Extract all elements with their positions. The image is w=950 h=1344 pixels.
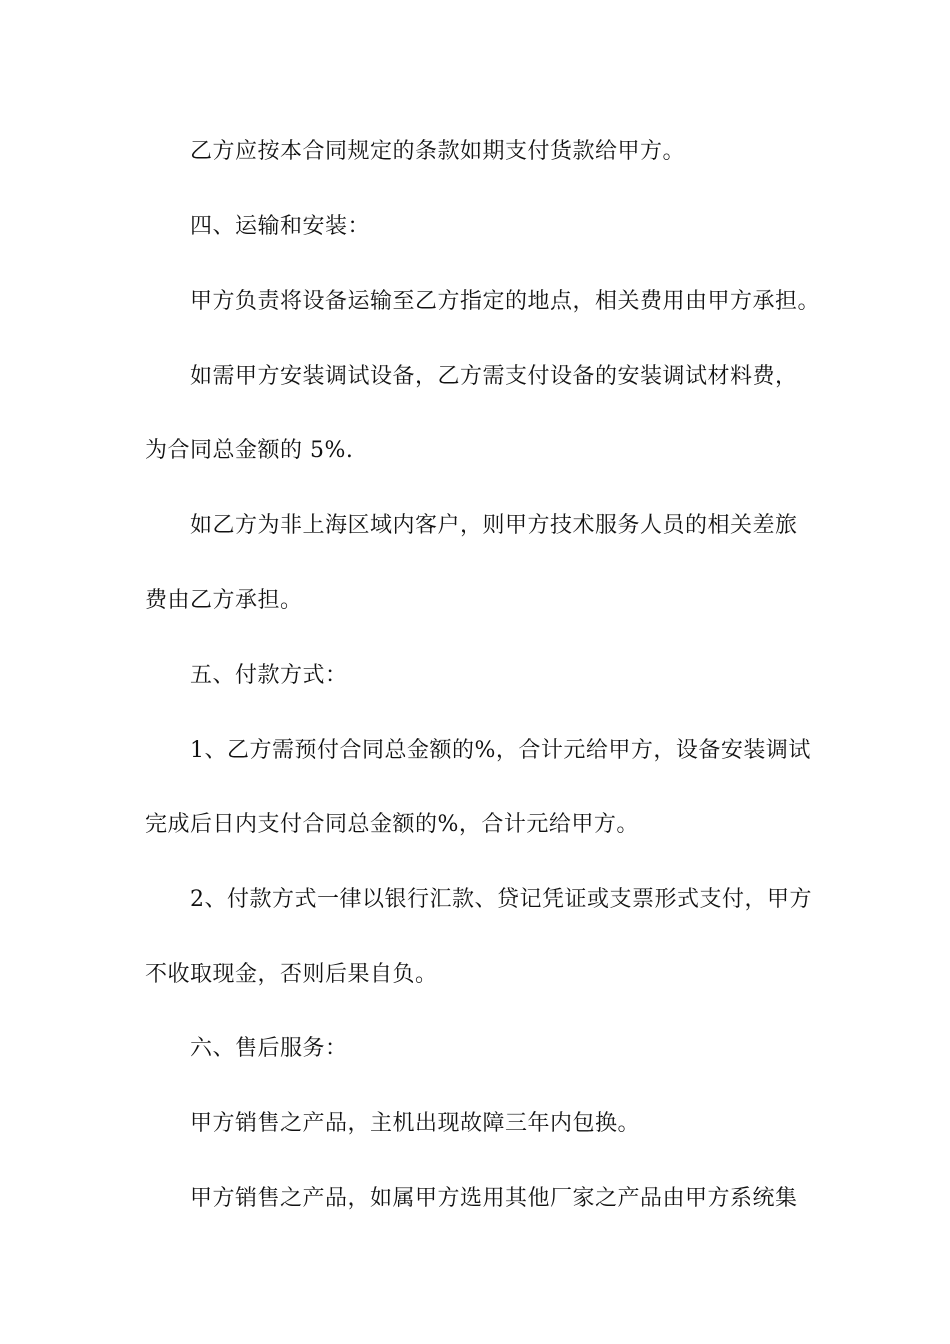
paragraph-transport-cost: 甲方负责将设备运输至乙方指定的地点，相关费用由甲方承担。	[190, 289, 821, 314]
section-heading-payment-method: 五、付款方式：	[190, 663, 348, 688]
section-heading-after-sales: 六、售后服务：	[190, 1036, 348, 1061]
paragraph-installation-fee-line2: 为合同总金额的 5%.	[145, 438, 354, 463]
paragraph-installation-fee-line1: 如需甲方安装调试设备，乙方需支付设备的安装调试材料费，	[190, 364, 798, 389]
payment-clause-1-line1: 1、乙方需预付合同总金额的%，合计元给甲方，设备安装调试	[190, 738, 811, 763]
paragraph-third-party-products: 甲方销售之产品，如属甲方选用其他厂家之产品由甲方系统集	[190, 1186, 798, 1211]
paragraph-travel-expense-line2: 费由乙方承担。	[145, 588, 303, 613]
payment-clause-2-line2: 不收取现金，否则后果自负。	[145, 962, 438, 987]
paragraph-payment-obligation: 乙方应按本合同规定的条款如期支付货款给甲方。	[190, 139, 686, 164]
paragraph-warranty: 甲方销售之产品，主机出现故障三年内包换。	[190, 1111, 641, 1136]
payment-clause-1-line2: 完成后日内支付合同总金额的%，合计元给甲方。	[145, 812, 639, 837]
payment-clause-2-line1: 2、付款方式一律以银行汇款、贷记凭证或支票形式支付，甲方	[190, 887, 812, 912]
section-heading-transport-installation: 四、运输和安装：	[190, 214, 371, 239]
paragraph-travel-expense-line1: 如乙方为非上海区域内客户，则甲方技术服务人员的相关差旅	[190, 513, 798, 538]
